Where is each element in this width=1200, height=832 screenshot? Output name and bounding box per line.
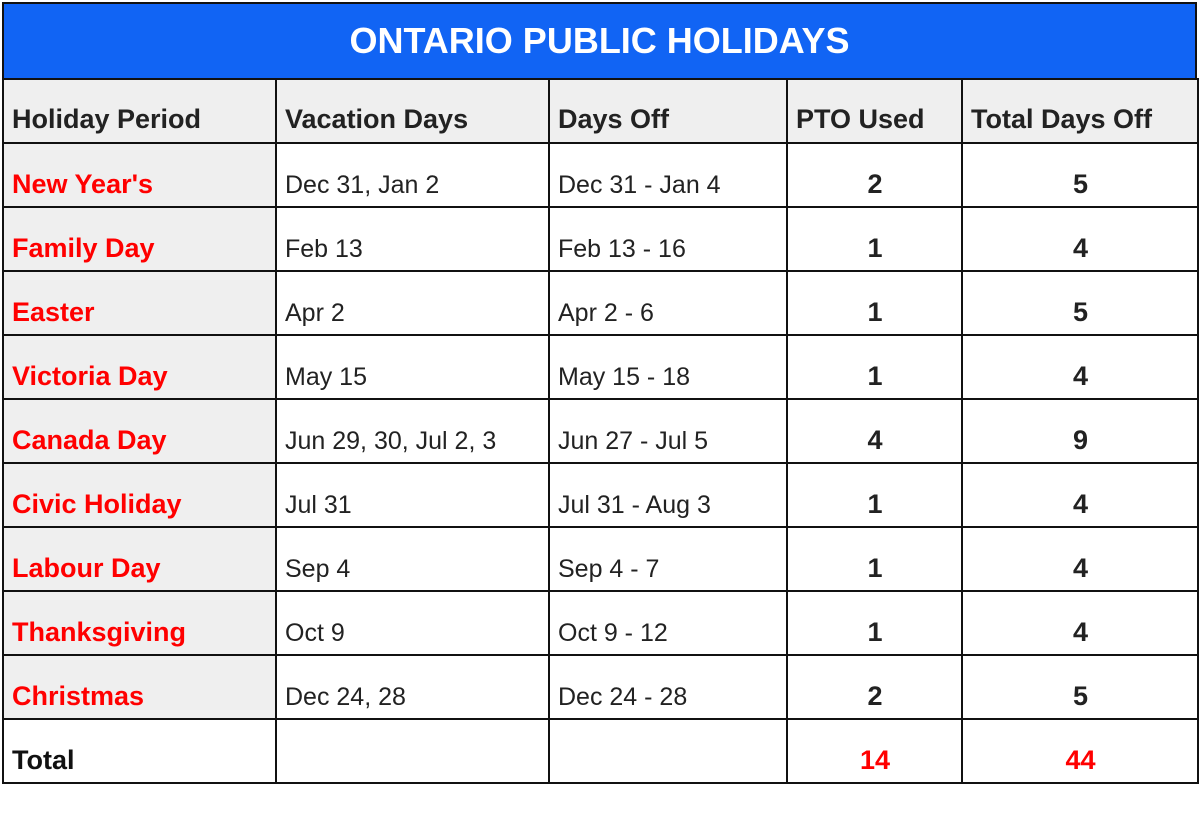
pto-used: 1: [787, 463, 962, 527]
table-row: [3, 399, 1198, 463]
header-holiday-period: Holiday Period: [3, 79, 276, 143]
days-off: Feb 13 - 16: [549, 207, 787, 271]
days-off: May 15 - 18: [549, 335, 787, 399]
pto-used: 2: [787, 143, 962, 207]
total-days-off: 4: [962, 463, 1198, 527]
holiday-name: Easter: [3, 271, 276, 335]
vacation-days: Apr 2: [276, 271, 549, 335]
holiday-name: Labour Day: [3, 527, 276, 591]
vacation-days: Dec 31, Jan 2: [276, 143, 549, 207]
holiday-table: [2, 78, 1199, 784]
total-days-off: 9: [962, 399, 1198, 463]
header-days-off: Days Off: [549, 79, 787, 143]
header-total-days-off: Total Days Off: [962, 79, 1198, 143]
pto-used: 1: [787, 335, 962, 399]
empty-cell: [276, 719, 549, 783]
holiday-name: New Year's: [3, 143, 276, 207]
total-label: Total: [3, 719, 276, 783]
days-off: Dec 31 - Jan 4: [549, 143, 787, 207]
table-title: ONTARIO PUBLIC HOLIDAYS: [2, 2, 1197, 78]
holiday-name: Family Day: [3, 207, 276, 271]
days-off: Jul 31 - Aug 3: [549, 463, 787, 527]
holiday-name: Christmas: [3, 655, 276, 719]
total-days-off: 4: [962, 527, 1198, 591]
total-pto-used: 14: [787, 719, 962, 783]
total-days-off: 4: [962, 335, 1198, 399]
table-row: [3, 271, 1198, 335]
total-days-off: 5: [962, 271, 1198, 335]
total-days-off: 5: [962, 143, 1198, 207]
vacation-days: Feb 13: [276, 207, 549, 271]
header-row: [3, 79, 1198, 143]
total-days-off: 4: [962, 591, 1198, 655]
table-row: [3, 335, 1198, 399]
days-off: Apr 2 - 6: [549, 271, 787, 335]
vacation-days: Jul 31: [276, 463, 549, 527]
holiday-name: Victoria Day: [3, 335, 276, 399]
vacation-days: Sep 4: [276, 527, 549, 591]
holiday-name: Canada Day: [3, 399, 276, 463]
days-off: Oct 9 - 12: [549, 591, 787, 655]
table-row: [3, 463, 1198, 527]
pto-used: 4: [787, 399, 962, 463]
table-row: [3, 527, 1198, 591]
table-row: [3, 143, 1198, 207]
vacation-days: Jun 29, 30, Jul 2, 3: [276, 399, 549, 463]
vacation-days: Oct 9: [276, 591, 549, 655]
holiday-table-container: [2, 2, 1197, 784]
table-row: [3, 655, 1198, 719]
header-vacation-days: Vacation Days: [276, 79, 549, 143]
table-row: [3, 591, 1198, 655]
days-off: Dec 24 - 28: [549, 655, 787, 719]
total-days-off: 5: [962, 655, 1198, 719]
total-days-off: 4: [962, 207, 1198, 271]
totals-row: [3, 719, 1198, 783]
header-pto-used: PTO Used: [787, 79, 962, 143]
holiday-name: Civic Holiday: [3, 463, 276, 527]
total-days-off-sum: 44: [962, 719, 1198, 783]
holiday-name: Thanksgiving: [3, 591, 276, 655]
pto-used: 1: [787, 591, 962, 655]
pto-used: 1: [787, 527, 962, 591]
days-off: Sep 4 - 7: [549, 527, 787, 591]
vacation-days: Dec 24, 28: [276, 655, 549, 719]
empty-cell: [549, 719, 787, 783]
vacation-days: May 15: [276, 335, 549, 399]
pto-used: 1: [787, 207, 962, 271]
days-off: Jun 27 - Jul 5: [549, 399, 787, 463]
pto-used: 2: [787, 655, 962, 719]
pto-used: 1: [787, 271, 962, 335]
table-row: [3, 207, 1198, 271]
